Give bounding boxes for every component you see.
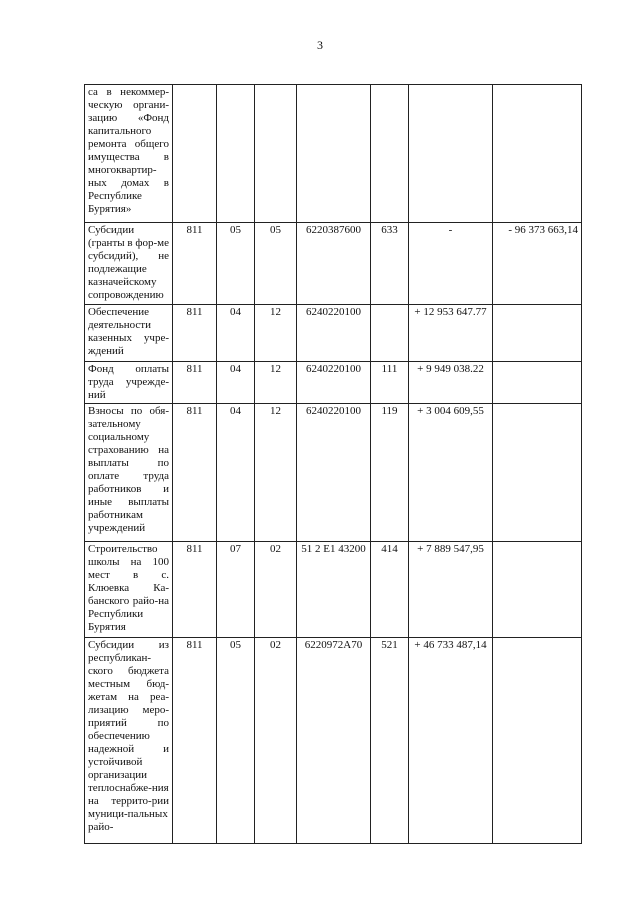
table-row [85,404,582,542]
cell-target-article [297,85,371,223]
cell-ministry-code: 811 [173,223,217,305]
cell-section: 04 [217,362,255,404]
cell-ministry-code: 811 [173,638,217,844]
row-description: са в некоммер-ческую органи-зацию «Фонд капитального ремонта общего имущества в многоквартир-ных домах в Республике Бурятия» [85,85,173,223]
cell-amount-2 [493,638,582,844]
table-row [85,362,582,404]
page-number: 3 [317,38,323,52]
cell-amount-2 [493,305,582,362]
cell-subsection [255,85,297,223]
cell-section [217,85,255,223]
row-description: Субсидии (гранты в фор-ме субсидий), не подлежащие казначейскому сопровождению [85,223,173,305]
cell-ministry-code [173,85,217,223]
row-description: Обеспечение деятельности казенных учре-ждений [85,305,173,362]
cell-section: 07 [217,542,255,638]
cell-amount-1: + 12 953 647.77 [409,305,493,362]
cell-section: 05 [217,638,255,844]
cell-target-article: 6220972A70 [297,638,371,844]
cell-expense-type [371,85,409,223]
cell-subsection: 02 [255,542,297,638]
cell-target-article: 6240220100 [297,362,371,404]
cell-amount-1: + 3 004 609,55 [409,404,493,542]
cell-ministry-code: 811 [173,362,217,404]
cell-subsection: 12 [255,305,297,362]
cell-amount-2 [493,85,582,223]
row-description: Субсидии из республикан-ского бюджета местным бюд-жетам на реа-лизацию меро-приятий по обеспечению надежной и устойчивой организации теплоснабже-ния на террито-рии муници-пальных райо- [85,638,173,844]
cell-ministry-code: 811 [173,542,217,638]
cell-amount-1: + 7 889 547,95 [409,542,493,638]
cell-target-article: 6240220100 [297,305,371,362]
cell-subsection: 12 [255,362,297,404]
table-row [85,638,582,844]
cell-expense-type: 111 [371,362,409,404]
row-description: Фонд оплаты труда учрежде-ний [85,362,173,404]
cell-ministry-code: 811 [173,404,217,542]
cell-section: 04 [217,305,255,362]
cell-amount-2 [493,362,582,404]
cell-expense-type: 521 [371,638,409,844]
cell-target-article: 6220387600 [297,223,371,305]
cell-target-article: 6240220100 [297,404,371,542]
budget-table [84,84,582,844]
cell-section: 05 [217,223,255,305]
cell-expense-type: 414 [371,542,409,638]
cell-subsection: 05 [255,223,297,305]
cell-section: 04 [217,404,255,542]
cell-expense-type: 633 [371,223,409,305]
cell-target-article: 51 2 E1 43200 [297,542,371,638]
cell-expense-type [371,305,409,362]
table-row [85,223,582,305]
row-description: Строительство школы на 100 мест в с. Клюевка Ка-банского райо-на Республики Бурятия [85,542,173,638]
cell-amount-1: + 9 949 038.22 [409,362,493,404]
cell-amount-2 [493,542,582,638]
table-row [85,85,582,223]
row-description: Взносы по обя-зательному социальному страхованию на выплаты по оплате труда работников и иные выплаты работникам учреждений [85,404,173,542]
cell-amount-1: - [409,223,493,305]
table-row [85,542,582,638]
cell-subsection: 12 [255,404,297,542]
cell-expense-type: 119 [371,404,409,542]
cell-amount-2 [493,404,582,542]
cell-subsection: 02 [255,638,297,844]
table-row [85,305,582,362]
cell-amount-1 [409,85,493,223]
cell-amount-1: + 46 733 487,14 [409,638,493,844]
cell-ministry-code: 811 [173,305,217,362]
cell-amount-2: - 96 373 663,14 [493,223,582,305]
